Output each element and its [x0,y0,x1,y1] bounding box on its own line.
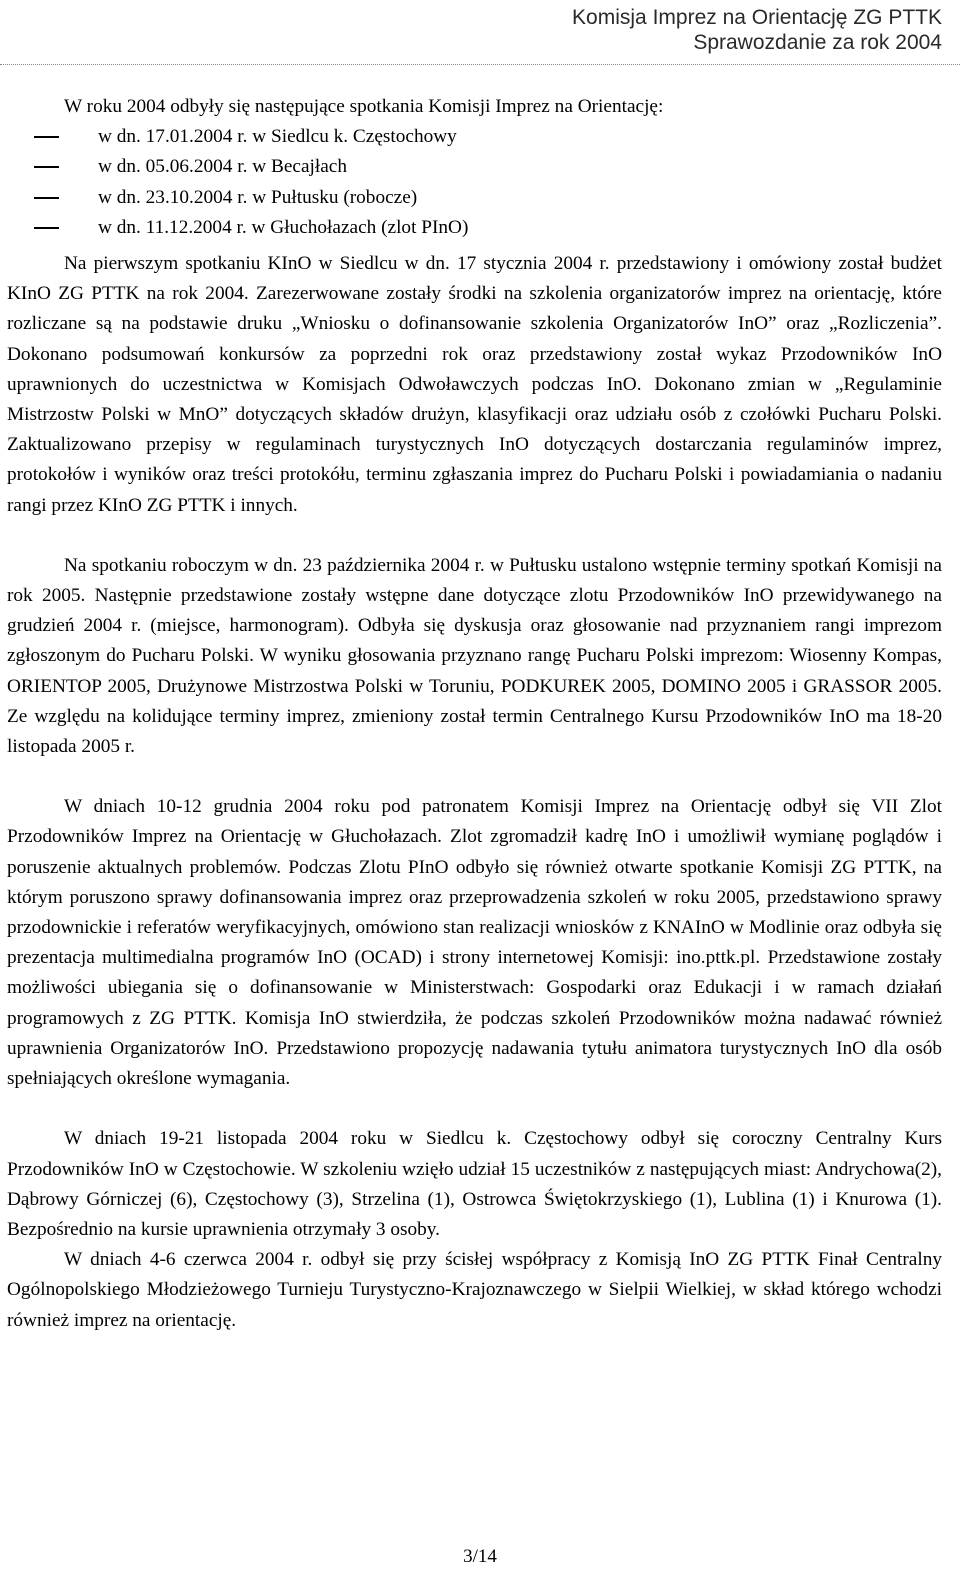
header-title: Komisja Imprez na Orientację ZG PTTK [572,6,942,29]
list-item [7,122,942,152]
meeting-text: w dn. 05.06.2004 r. w Becajłach [98,156,347,178]
dash-bullet-icon [34,136,59,138]
intro-text: W roku 2004 odbyły się następujące spotkania Komisji Imprez na Orientację: [64,96,664,117]
paragraph-working-meeting: Na spotkaniu roboczym w dn. 23 października 2004 r. w Pułtusku ustalono wstępnie terminy spotkań Komisji na rok 2005. Następnie przedstawione zostały wstępne dane dotyczące zlotu Przodowników InO przewidywanego na grudzień 2004 r. (miejsce, harmonogram). Odbyła się dyskusja oraz głosowanie nad przyznaniem rangi imprezom zgłoszonym do Pucharu Polski. W wyniku głosowania przyznano rangę Pucharu Polski imprezom: Wiosenny Kompas, ORIENTOP 2005, Drużynowe Mistrzostwa Polski w Toruniu, PODKUREK 2005, DOMINO 2005 i GRASSOR 2005. Ze względu na kolidujące terminy imprez, zmieniony został termin Centralnego Kursu Przodowników InO ma 18-20 listopada 2005 r. [7,554,942,758]
page-number: 3/14 [463,1546,497,1567]
header-divider [0,64,960,65]
list-item [7,152,942,182]
paragraph-first-meeting: Na pierwszym spotkaniu KInO w Siedlcu w dn. 17 stycznia 2004 r. przedstawiony i omówiony został budżet KInO ZG PTTK na rok 2004. Zarezerwowane zostały środki na szkolenia organizatorów imprez na orientację, które rozliczane są na podstawie druku „Wniosku o dofinansowanie szkolenia Organizatorów InO” oraz „Rozliczenia”. Dokonano podsumowań konkursów za poprzedni rok oraz przedstawiony został wykaz Przodowników InO uprawnionych do uczestnictwa w Komisjach Odwoławczych podczas InO. Dokonano zmian w „Regulaminie Mistrzostw Polski w MnO” dotyczących składów drużyn, klasyfikacji oraz udziału osób z czołówki Pucharu Polski. Zaktualizowano przepisy w regulaminach turystycznych InO dotyczących dostarczania regulaminów imprez, protokołów i wyników oraz treści protokółu, terminu zgłaszania imprez do Pucharu Polski i powiadamiania o nadaniu rangi przez KInO ZG PTTK i innych. [7,253,942,516]
meeting-text: w dn. 17.01.2004 r. w Siedlcu k. Częstochowy [98,126,457,148]
header-subtitle: Sprawozdanie za rok 2004 [693,31,942,54]
paragraph-final: W dniach 4-6 czerwca 2004 r. odbył się przy ścisłej współpracy z Komisją InO ZG PTTK Finał Centralny Ogólnopolskiego Młodzieżowego Turnieju Turystyczno-Krajoznawczego w Sielpii Wielkiej, w skład którego wchodzi również imprez na orientację. [7,1249,942,1331]
page-header [0,0,942,71]
paragraph-zlot: W dniach 10-12 grudnia 2004 roku pod patronatem Komisji Imprez na Orientację odbył się VII Zlot Przodowników Imprez na Orientację w Głuchołazach. Zlot zgromadził kadrę InO i umożliwił wymianę poglądów i poruszenie aktualnych problemów. Podczas Zlotu PInO odbyło się również otwarte spotkanie Komisji ZG PTTK, na którym poruszono sprawy dofinansowania imprez oraz przeprowadzenia szkoleń w roku 2005, przedstawiono sprawy przodownickie i referatów weryfikacyjnych, omówiono stan realizacji wniosków z KNAInO w Modlinie oraz odbyła się prezentacja multimedialna programów InO (OCAD) i strony internetowej Komisji: ino.pttk.pl. Przedstawione zostały możliwości ubiegania się o dofinansowanie w Ministerstwach: Gospodarki oraz Edukacji i w ramach działań programowych z ZG PTTK. Komisja InO stwierdziła, że podczas szkoleń Przodowników można nadawać również uprawnienia Organizatorów InO. Przedstawiono propozycję nadawania tytułu animatora turystycznych InO dla osób spełniających określone wymagania. [7,796,942,1090]
list-item [7,183,942,213]
list-item [7,213,942,243]
meeting-text: w dn. 23.10.2004 r. w Pułtusku (robocze) [98,186,418,208]
document-body [7,92,942,1336]
dash-bullet-icon [34,197,59,199]
paragraph-course: W dniach 19-21 listopada 2004 roku w Siedlcu k. Częstochowy odbył się coroczny Centralny Kurs Przodowników InO w Częstochowie. W szkoleniu wzięło udział 15 uczestników z następujących miast: Andrychowa(2), Dąbrowy Górniczej (6), Częstochowy (3), Strzelina (1), Ostrowca Świętokrzyskiego (1), Lublina (1) i Knurowa (1). Bezpośrednio na kursie uprawnienia otrzymały 3 osoby. [7,1128,942,1240]
dash-bullet-icon [34,166,59,168]
dash-bullet-icon [34,227,59,229]
meeting-text: w dn. 11.12.2004 r. w Głuchołazach (zlot PInO) [98,216,469,238]
meetings-list [7,122,942,243]
